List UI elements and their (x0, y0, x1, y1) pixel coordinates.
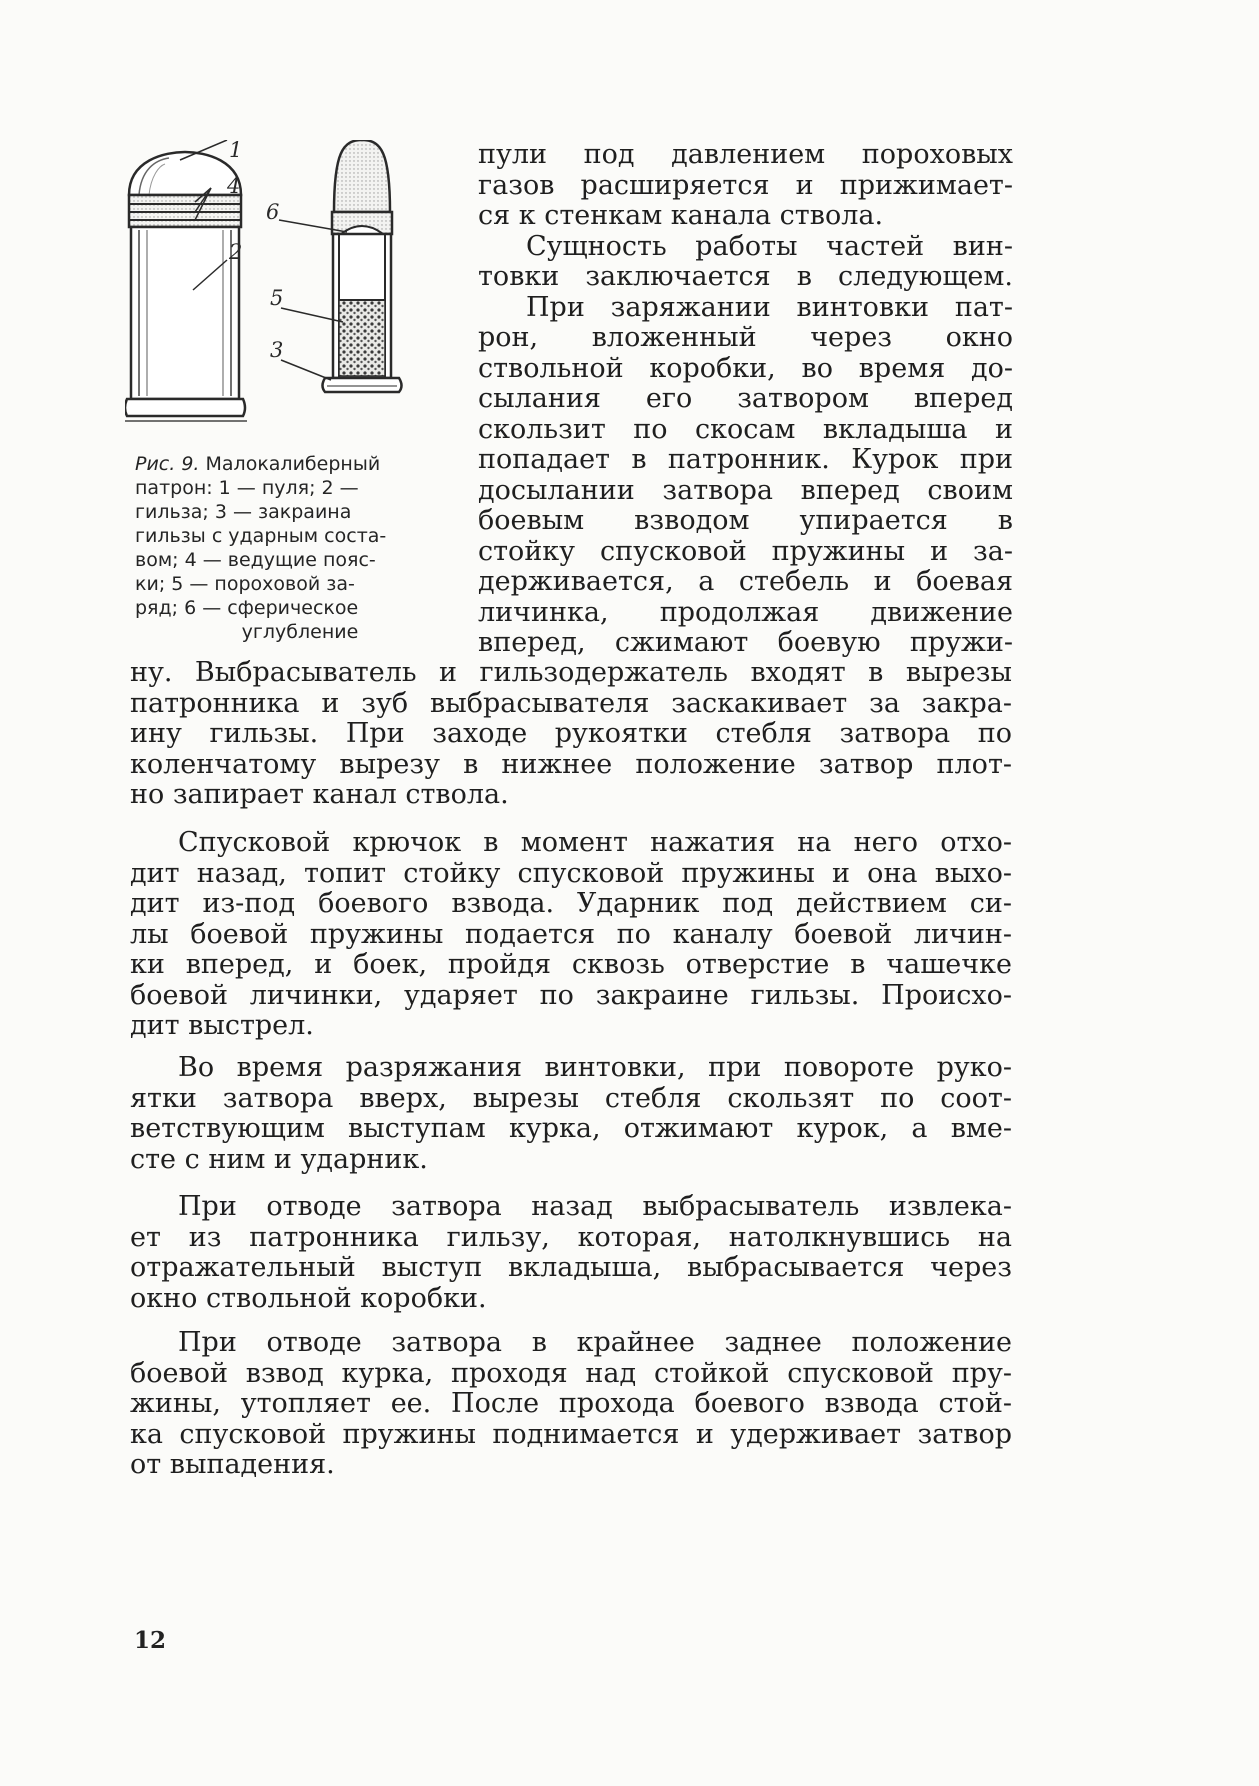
caption-line: Рис. 9. Малокалиберный (135, 453, 381, 475)
text-line: дит выстрел. (130, 1010, 314, 1041)
text-line: ся к стенкам канала ствола. (478, 200, 884, 231)
paragraph-4 (130, 1192, 1012, 1314)
cartridge-section-view (279, 140, 402, 392)
caption-line: углубление (241, 621, 359, 643)
text-line: но запирает канал ствола. (130, 779, 509, 810)
text-line: боевой взвод курка, проходя над стойкой спусковой пру- (130, 1357, 1012, 1389)
text-line: рон, вложенный через окно (478, 322, 1013, 353)
text-line: отражательный выступ вкладыша, выбрасывается через (130, 1252, 1012, 1283)
text-line: коленчатому вырезу в нижнее положение затвор плот- (130, 748, 1012, 780)
callout-5: 5 (270, 286, 284, 311)
caption-line: вом; 4 — ведущие пояс- (135, 549, 376, 571)
text-line: ка спусковой пружины поднимается и удерживает затвор (130, 1418, 1012, 1450)
callout-2: 2 (229, 240, 243, 265)
text-line: пули под давлением пороховых (478, 139, 1013, 170)
rim-shape (125, 399, 245, 416)
cartridge-illustration (125, 140, 465, 480)
figure-cartridge (125, 140, 465, 480)
caption-line: гильза; 3 — закраина (135, 501, 352, 523)
text-line: попадает в патронник. Курок при (478, 444, 1013, 475)
text-line: досылании затвора вперед своим (478, 474, 1013, 506)
text-line: Во время разряжания винтовки, при повороте руко- (178, 1052, 1012, 1083)
caption-line: патрон: 1 — пуля; 2 — (135, 477, 359, 499)
text-line: ину гильзы. При заходе рукоятки стебля затвора по (130, 718, 1012, 749)
page-number: 12 (134, 1627, 167, 1654)
caption-line: ряд; 6 — сферическое (135, 597, 359, 619)
text-line: При заряжании винтовки пат- (526, 291, 1013, 323)
callout-4: 4 (227, 174, 241, 199)
powder-charge-shape (339, 300, 385, 376)
text-line: Сущность работы частей вин- (526, 230, 1013, 262)
text-line: дит назад, топит стойку спусковой пружины и она выхо- (130, 857, 1012, 889)
text-line: сте с ним и ударник. (130, 1143, 428, 1175)
text-line: жины, утопляет ее. После прохода боевого взвода стой- (130, 1388, 1012, 1419)
text-line: дит из-под боевого взвода. Ударник под действием си- (130, 888, 1012, 919)
paragraph-2 (130, 828, 1012, 1042)
text-line: вперед, сжимают боевую пружи- (478, 627, 1013, 658)
caption-line: ки; 5 — пороховой за- (135, 573, 355, 595)
paragraph-1 (130, 658, 1012, 811)
text-line: боевым взводом упирается в (478, 505, 1013, 536)
right-column-text (478, 140, 1013, 659)
text-line: газов расширяется и прижимает- (478, 169, 1013, 201)
text-line: ятки затвора вверх, вырезы стебля скользят по соот- (130, 1082, 1012, 1114)
text-line: При отводе затвора назад выбрасыватель извлека- (178, 1191, 1012, 1222)
rim-section-shape (323, 378, 402, 392)
text-line: окно ствольной коробки. (130, 1282, 487, 1314)
paragraph-3 (130, 1053, 1012, 1175)
figure-caption (135, 452, 465, 644)
text-line: ну. Выбрасыватель и гильзодержатель входят в вырезы (130, 657, 1012, 688)
text-line: ствольной коробки, во время до- (478, 352, 1013, 384)
text-line: ветствующим выступам курка, отжимают курок, а вме- (130, 1113, 1012, 1144)
text-line: сылания его затвором вперед (478, 383, 1013, 414)
text-line: товки заключается в следующем. (478, 261, 1013, 292)
text-line: Спусковой крючок в момент нажатия на него отхо- (178, 827, 1012, 858)
text-line: При отводе затвора в крайнее заднее положение (178, 1327, 1012, 1358)
text-line: патронника и зуб выбрасывателя заскакивает за закра- (130, 687, 1012, 719)
text-line: ет из патронника гильзу, которая, натолкнувшись на (130, 1221, 1012, 1253)
callout-6: 6 (266, 200, 280, 225)
text-line: скользит по скосам вкладыша и (478, 413, 1013, 445)
text-line: стойку спусковой пружины и за- (478, 535, 1013, 567)
callout-1: 1 (229, 140, 243, 163)
caption-line: гильзы с ударным соста- (135, 525, 387, 547)
text-line: боевой личинки, ударяет по закраине гильзы. Происхо- (130, 979, 1012, 1011)
text-line: от выпадения. (130, 1449, 335, 1480)
text-line: держивается, а стебель и боевая (478, 566, 1013, 597)
callout-3: 3 (270, 338, 284, 363)
text-line: личинка, продолжая движение (478, 596, 1013, 628)
paragraph-5 (130, 1328, 1012, 1481)
text-line: ки вперед, и боек, пройдя сквозь отверстие в чашечке (130, 949, 1012, 980)
caption-prefix: Рис. 9. (135, 453, 200, 475)
text-line: лы боевой пружины подается по каналу боевой личин- (130, 918, 1012, 950)
